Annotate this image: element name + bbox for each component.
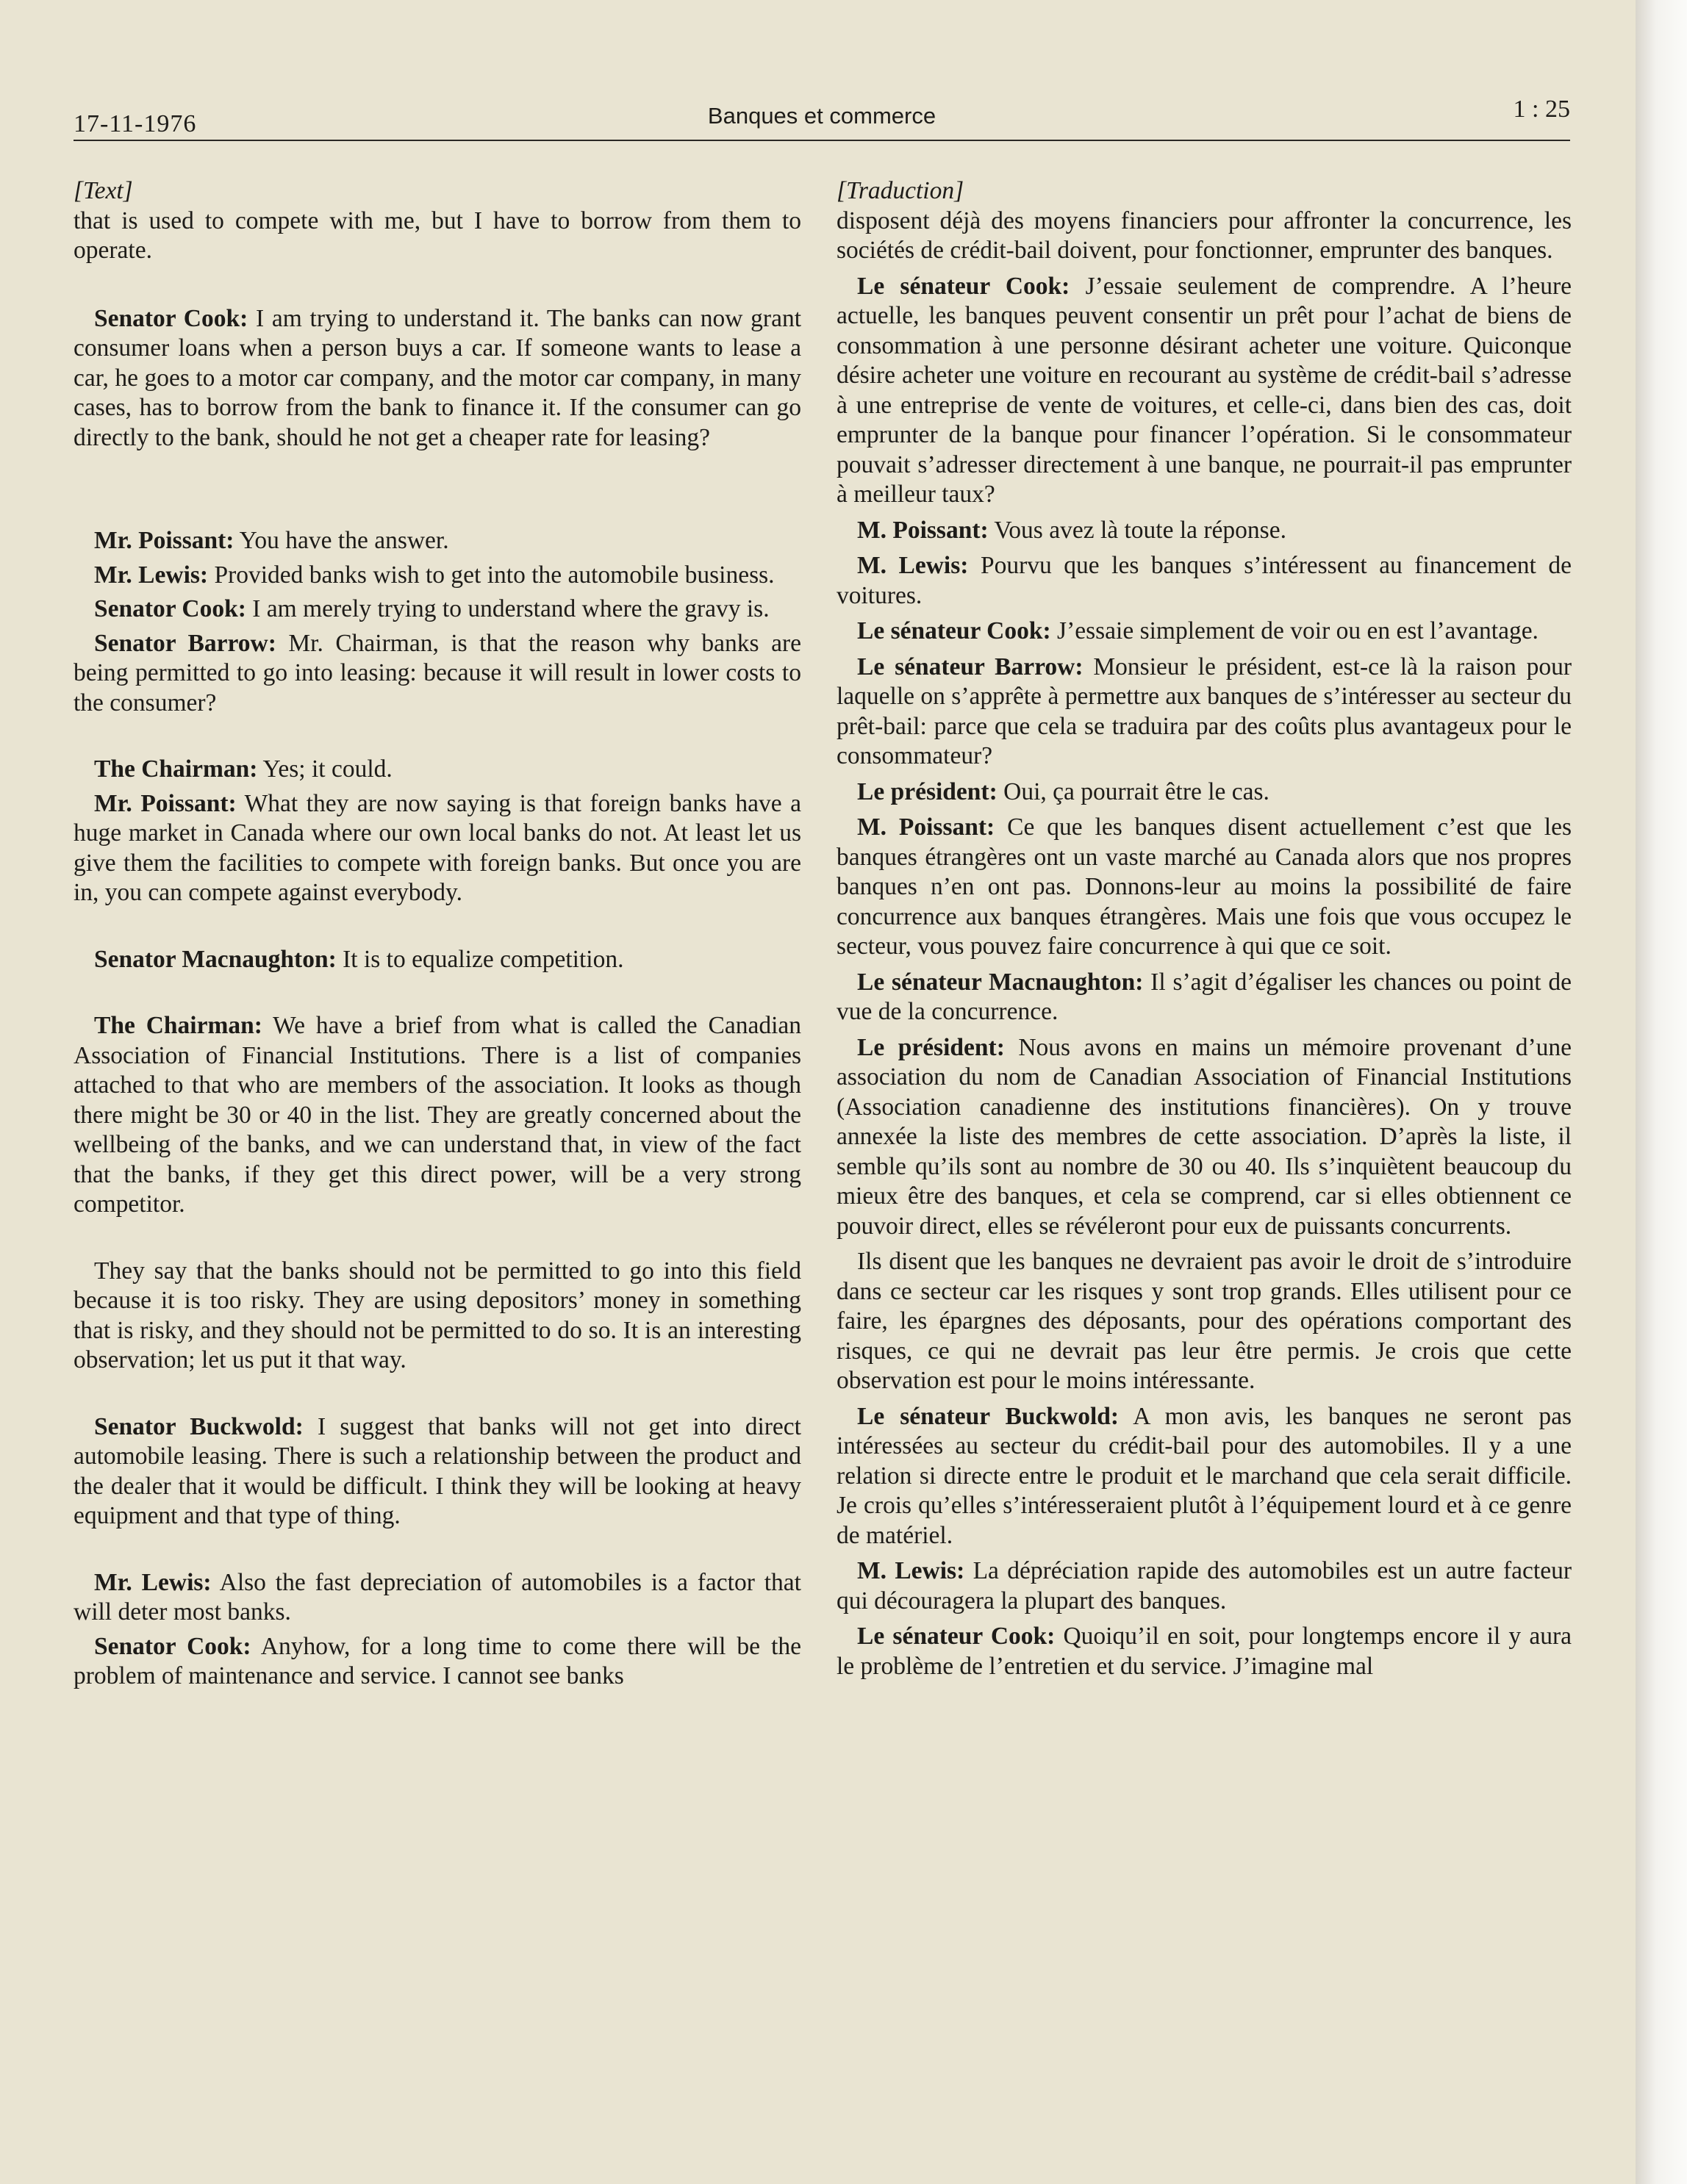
french-paragraph: Le président: Nous avons en mains un mémoire provenant d’une association du nom de Canadian Association of Financial Institutions (Association canadienne des institutions financières). On y trouve annexée la liste des membres de cette association. D’après la liste, il semble qu’ils sont au nombre de 30 ou 40. Ils s’inquiètent beaucoup du mieux être des banques, et cela se comprend, car si elles obtiennent ce pouvoir direct, elles se révéleront pour eux de puissants concurrents. [837, 1033, 1572, 1240]
speaker-name: M. Lewis: [857, 1557, 965, 1584]
speaker-name: Senator Cook: [94, 1632, 251, 1660]
speaker-name: Mr. Lewis: [94, 561, 209, 589]
french-paragraph: Le président: Oui, ça pourrait être le cas. [857, 777, 1269, 805]
english-paragraph: that is used to compete with me, but I have to borrow from them to operate. [74, 206, 801, 264]
french-paragraph: M. Poissant: Vous avez là toute la réponse. [857, 516, 1286, 544]
english-paragraph: The Chairman: We have a brief from what is called the Canadian Association of Financial Institutions. There is a list of companies attached to that who are members of the association. It looks as though there might be 30 or 40 in the list. They are greatly concerned about the wellbeing of the banks, and we can understand that, in view of the fact that the banks, if they get this direct power, will be a very strong competitor. [74, 1012, 801, 1218]
french-paragraph: Le sénateur Cook: J’essaie seulement de comprendre. A l’heure actuelle, les banques peuvent consentir un prêt pour l’achat de biens de consommation à une personne désirant acheter une voiture. Quiconque désire acheter une voiture en recourant au système de crédit-bail s’adresse à une entreprise de vente de voitures, et celle-ci, dans bien des cas, doit emprunter de la banque pour financer l’opération. Si le consommateur pouvait s’adresser directement à une banque, ne pourrait-il pas emprunter à meilleur taux? [837, 272, 1572, 508]
french-paragraph: Le sénateur Cook: J’essaie simplement de voir ou en est l’avantage. [857, 617, 1539, 644]
speaker-name: Le sénateur Cook: [857, 1623, 1056, 1650]
french-paragraph: M. Poissant: Ce que les banques disent actuellement c’est que les banques étrangères ont un vaste marché au Canada alors que nos propres banques n’en ont pas. Donnons-leur au moins la possibilité de faire concurrence aux banques étrangères. Mais une fois que vous occupez le secteur, vous pouvez faire concurrence à qui que ce soit. [837, 813, 1572, 960]
english-paragraph: Senator Buckwold: I suggest that banks will not get into direct automobile leasing. There is such a relationship between the product and the dealer that it would be difficult. I think they will be looking at heavy equipment and that type of thing. [74, 1412, 801, 1529]
speaker-name: Mr. Lewis: [94, 1568, 212, 1596]
french-paragraph: Le sénateur Buckwold: A mon avis, les banques ne seront pas intéressées au secteur du crédit-bail pour des automobiles. Il y a une relation si directe entre le produit et le marchand que cela serait difficile. Je crois qu’elles s’intéresseraient plutôt à l’équipement lourd et à ce genre de matériel. [837, 1402, 1572, 1549]
speaker-name: Le sénateur Buckwold: [857, 1402, 1120, 1430]
speaker-name: Senator Macnaughton: [94, 945, 337, 973]
speaker-name: Le président: [857, 777, 997, 805]
french-paragraph: Le sénateur Macnaughton: Il s’agit d’égaliser les chances ou point de vue de la concurrence. [837, 968, 1572, 1025]
english-paragraph: Mr. Lewis: Provided banks wish to get into the automobile business. [94, 561, 775, 589]
header-title: Banques et commerce [707, 103, 936, 129]
speaker-name: Le sénateur Cook: [857, 617, 1051, 644]
english-paragraph: Senator Cook: I am trying to understand it. The banks can now grant consumer loans when a person buys a car. If someone wants to lease a car, he goes to a motor car company, and the motor car company, in many cases, has to borrow from the bank to finance it. If the consumer can go directly to the bank, should he not get a cheaper rate for leasing? [74, 304, 801, 451]
french-paragraph: Le sénateur Cook: Quoiqu’il en soit, pour longtemps encore il y aura le problème de l’entretien et du service. J’imagine mal [837, 1623, 1572, 1680]
speaker-name: Senator Barrow: [94, 629, 276, 657]
speaker-name: Le sénateur Barrow: [857, 653, 1084, 680]
speaker-name: The Chairman: [94, 755, 258, 783]
french-paragraph: M. Lewis: La dépréciation rapide des automobiles est un autre facteur qui découragera la plupart des banques. [837, 1557, 1572, 1614]
english-paragraph: Senator Macnaughton: It is to equalize competition. [94, 945, 624, 973]
page-edge-shadow [1636, 0, 1687, 2184]
english-paragraph: Mr. Poissant: You have the answer. [94, 527, 449, 554]
english-paragraph: Mr. Poissant: What they are now saying is that foreign banks have a huge market in Canada where our own local banks do not. At least let us give them the facilities to compete with foreign banks. But once you are in, you can compete against everybody. [74, 789, 802, 906]
header-rule [74, 140, 1570, 141]
english-paragraph: Senator Cook: Anyhow, for a long time to come there will be the problem of maintenance and service. I cannot see banks [74, 1632, 802, 1689]
running-header [74, 82, 1570, 141]
speaker-name: Senator Cook: [94, 595, 246, 622]
english-paragraph: Senator Cook: I am merely trying to understand where the gravy is. [94, 595, 770, 622]
english-paragraph: The Chairman: Yes; it could. [94, 755, 393, 783]
french-paragraph: disposent déjà des moyens financiers pour affronter la concurrence, les sociétés de crédit-bail doivent, pour fonctionner, emprunter des banques. [837, 206, 1572, 264]
french-paragraph: Le sénateur Barrow: Monsieur le président, est-ce là la raison pour laquelle on s’apprête à permettre aux banques de s’intéresser au secteur du prêt-bail: parce que cela se traduira par des coûts plus avantageux pour le consommateur? [837, 653, 1572, 769]
speaker-name: Le président: [857, 1033, 1005, 1061]
speaker-name: The Chairman: [94, 1012, 262, 1039]
speaker-name: M. Poissant: [857, 516, 989, 544]
header-date: 17-11-1976 [74, 110, 197, 137]
english-section-label: [Text] [74, 177, 133, 204]
speaker-name: Le sénateur Cook: [857, 272, 1070, 300]
speaker-name: Le sénateur Macnaughton: [857, 968, 1144, 996]
french-column [837, 176, 1572, 1681]
speaker-name: Mr. Poissant: [94, 789, 237, 817]
speaker-name: M. Poissant: [857, 813, 995, 841]
french-section-label: [Traduction] [837, 177, 964, 204]
english-paragraph: They say that the banks should not be permitted to go into this field because it is too risky. They are using depositors’ money in something that is risky, and they should not be permitted to do so. It is an interesting observation; let us put it that way. [74, 1257, 801, 1373]
header-page-number: 1 : 25 [1513, 96, 1570, 123]
english-paragraph: Senator Barrow: Mr. Chairman, is that the reason why banks are being permitted to go into leasing: because it will result in lower costs to the consumer? [74, 629, 801, 716]
speaker-name: Mr. Poissant: [94, 527, 234, 554]
french-paragraph: M. Lewis: Pourvu que les banques s’intéressent au financement de voitures. [837, 552, 1572, 609]
speaker-name: Senator Buckwold: [94, 1412, 304, 1440]
speaker-name: M. Lewis: [857, 552, 969, 579]
speaker-name: Senator Cook: [94, 304, 248, 332]
english-column [74, 176, 801, 1692]
english-paragraph: Mr. Lewis: Also the fast depreciation of automobiles is a factor that will deter most banks. [74, 1568, 801, 1626]
french-paragraph: Ils disent que les banques ne devraient pas avoir le droit de s’introduire dans ce secteur car les risques y sont trop grands. Elles utilisent pour ce faire, les épargnes des déposants, pour des opérations comportant des risques, ce qui ne devrait pas leur être permis. Je crois que cette observation est pour le moins intéressante. [837, 1248, 1572, 1394]
